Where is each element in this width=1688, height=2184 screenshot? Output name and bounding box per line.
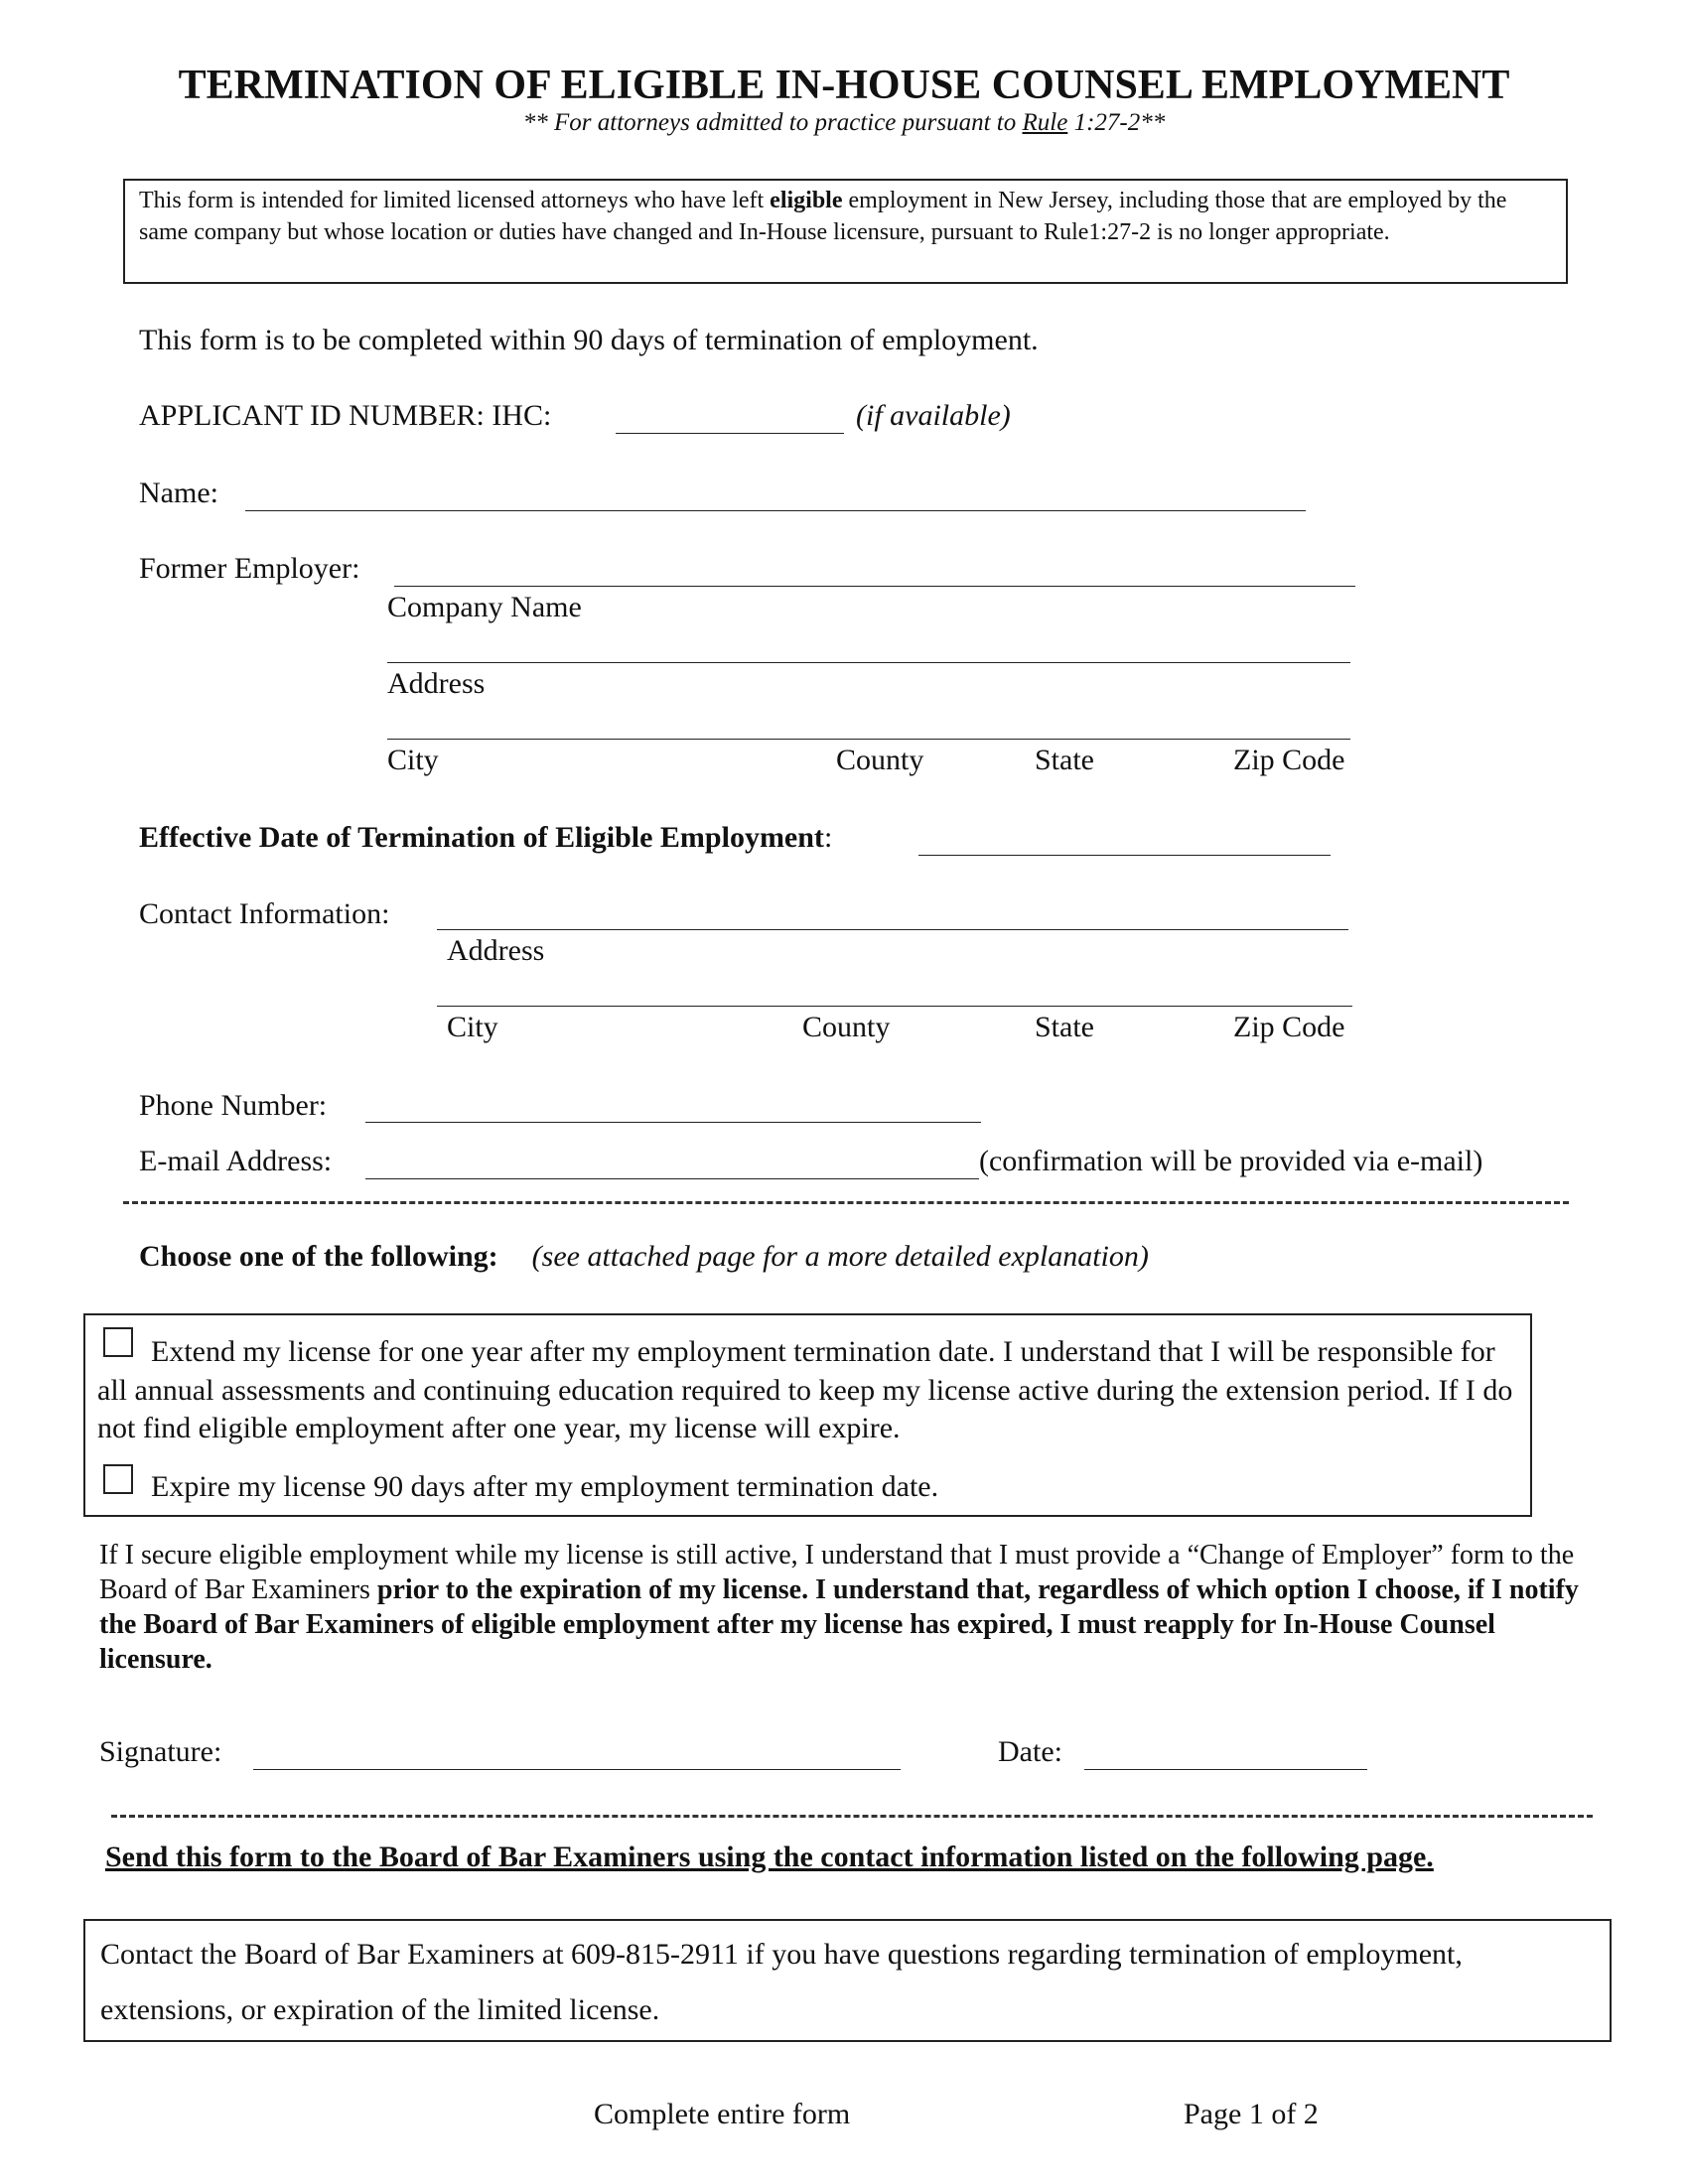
employer-city-label: City <box>387 744 439 776</box>
company-name-field[interactable] <box>394 586 1355 587</box>
applicant-id-label: APPLICANT ID NUMBER: IHC: <box>139 399 552 432</box>
expire-license-checkbox[interactable] <box>103 1464 133 1494</box>
name-label: Name: <box>139 477 218 509</box>
signature-label: Signature: <box>99 1735 222 1768</box>
notice-text-1: If I secure eligible employment while my license is still active, I understand that I must provide a “Change of Employer” form to the Board of Bar Examiners <box>99 1540 1575 1605</box>
name-field[interactable] <box>245 510 1306 511</box>
company-name-label: Company Name <box>387 591 582 623</box>
intro-bold-word: eligible <box>770 188 843 213</box>
page-number: Page 1 of 2 <box>1184 2098 1319 2130</box>
contact-address-label: Address <box>447 934 545 967</box>
extend-license-text: Extend my license for one year after my employment termination date. I understand that I will be responsible for all annual assessments and continuing education required to keep my license active during the extension period. If I do not find eligible employment after one year, my license will expire. <box>97 1335 1513 1444</box>
choose-note: (see attached page for a more detailed explanation) <box>531 1240 1149 1273</box>
contact-city-field[interactable] <box>437 1006 1352 1007</box>
contact-address-field[interactable] <box>437 929 1348 930</box>
notice-bold-2: I understand that, regardless of which option I choose, if I notify the Board of Bar Examiners of eligible employment after my license has expired, I must reapply for In-House Counsel licensure. <box>99 1574 1579 1675</box>
contact-box <box>83 1919 1612 2042</box>
intro-text-1: This form is intended for limited licensed attorneys who have left <box>139 188 771 213</box>
contact-box-text: Contact the Board of Bar Examiners at 609-815-2911 if you have questions regarding termination of employment, extensions, or expiration of the limited license. <box>100 1938 1463 2026</box>
deadline-text: This form is to be completed within 90 days of termination of employment. <box>139 324 1039 356</box>
footer-note: Complete entire form <box>594 2098 851 2130</box>
employer-address-label: Address <box>387 667 486 700</box>
applicant-id-note: (if available) <box>856 399 1011 432</box>
send-instructions: Send this form to the Board of Bar Examiners using the contact information listed on the following page. <box>105 1841 1434 1873</box>
employer-address-field[interactable] <box>387 662 1350 663</box>
page-subtitle <box>0 109 1688 137</box>
email-label: E-mail Address: <box>139 1145 333 1177</box>
choose-label: Choose one of the following: <box>139 1240 498 1273</box>
date-field[interactable] <box>1084 1769 1367 1770</box>
employer-county-label: County <box>836 744 924 776</box>
section-divider-bottom <box>111 1815 1593 1818</box>
subtitle-prefix: ** For attorneys admitted to practice pursuant to <box>522 109 1023 136</box>
termination-date-field[interactable] <box>918 855 1331 856</box>
subtitle-rule: Rule <box>1022 109 1068 136</box>
employer-zip-label: Zip Code <box>1233 744 1345 776</box>
applicant-id-field[interactable] <box>616 433 844 434</box>
phone-field[interactable] <box>365 1122 981 1123</box>
intro-text-2: employment in New Jersey, including those that are employed by the same company but whose location or duties have changed and In-House licensure, pursuant to Rule1:27-2 is no longer appropriate. <box>139 188 1507 245</box>
employer-state-label: State <box>1035 744 1094 776</box>
subtitle-suffix: 1:27-2** <box>1067 109 1166 136</box>
termination-date-label <box>139 821 832 855</box>
date-label: Date: <box>998 1735 1062 1768</box>
termination-date-colon: : <box>823 821 833 854</box>
contact-county-label: County <box>802 1011 891 1043</box>
page-title: TERMINATION OF ELIGIBLE IN-HOUSE COUNSEL EMPLOYMENT <box>178 63 1510 108</box>
phone-label: Phone Number: <box>139 1089 328 1122</box>
employer-city-field[interactable] <box>387 739 1350 740</box>
email-field[interactable] <box>365 1178 979 1179</box>
signature-field[interactable] <box>253 1769 901 1770</box>
contact-zip-label: Zip Code <box>1233 1011 1345 1043</box>
email-note: (confirmation will be provided via e-mail) <box>979 1145 1483 1177</box>
section-divider-top <box>123 1201 1569 1204</box>
termination-date-text: Effective Date of Termination of Eligible Employment <box>139 821 824 854</box>
intro-box <box>123 179 1568 284</box>
notice-paragraph <box>99 1538 1587 1677</box>
contact-city-label: City <box>447 1011 498 1043</box>
former-employer-label: Former Employer: <box>139 552 360 585</box>
contact-state-label: State <box>1035 1011 1094 1043</box>
notice-bold-1: prior to the expiration of my license. <box>376 1574 809 1605</box>
choose-heading <box>139 1240 1149 1274</box>
contact-info-label: Contact Information: <box>139 897 390 930</box>
expire-license-text: Expire my license 90 days after my employment termination date. <box>151 1470 939 1503</box>
